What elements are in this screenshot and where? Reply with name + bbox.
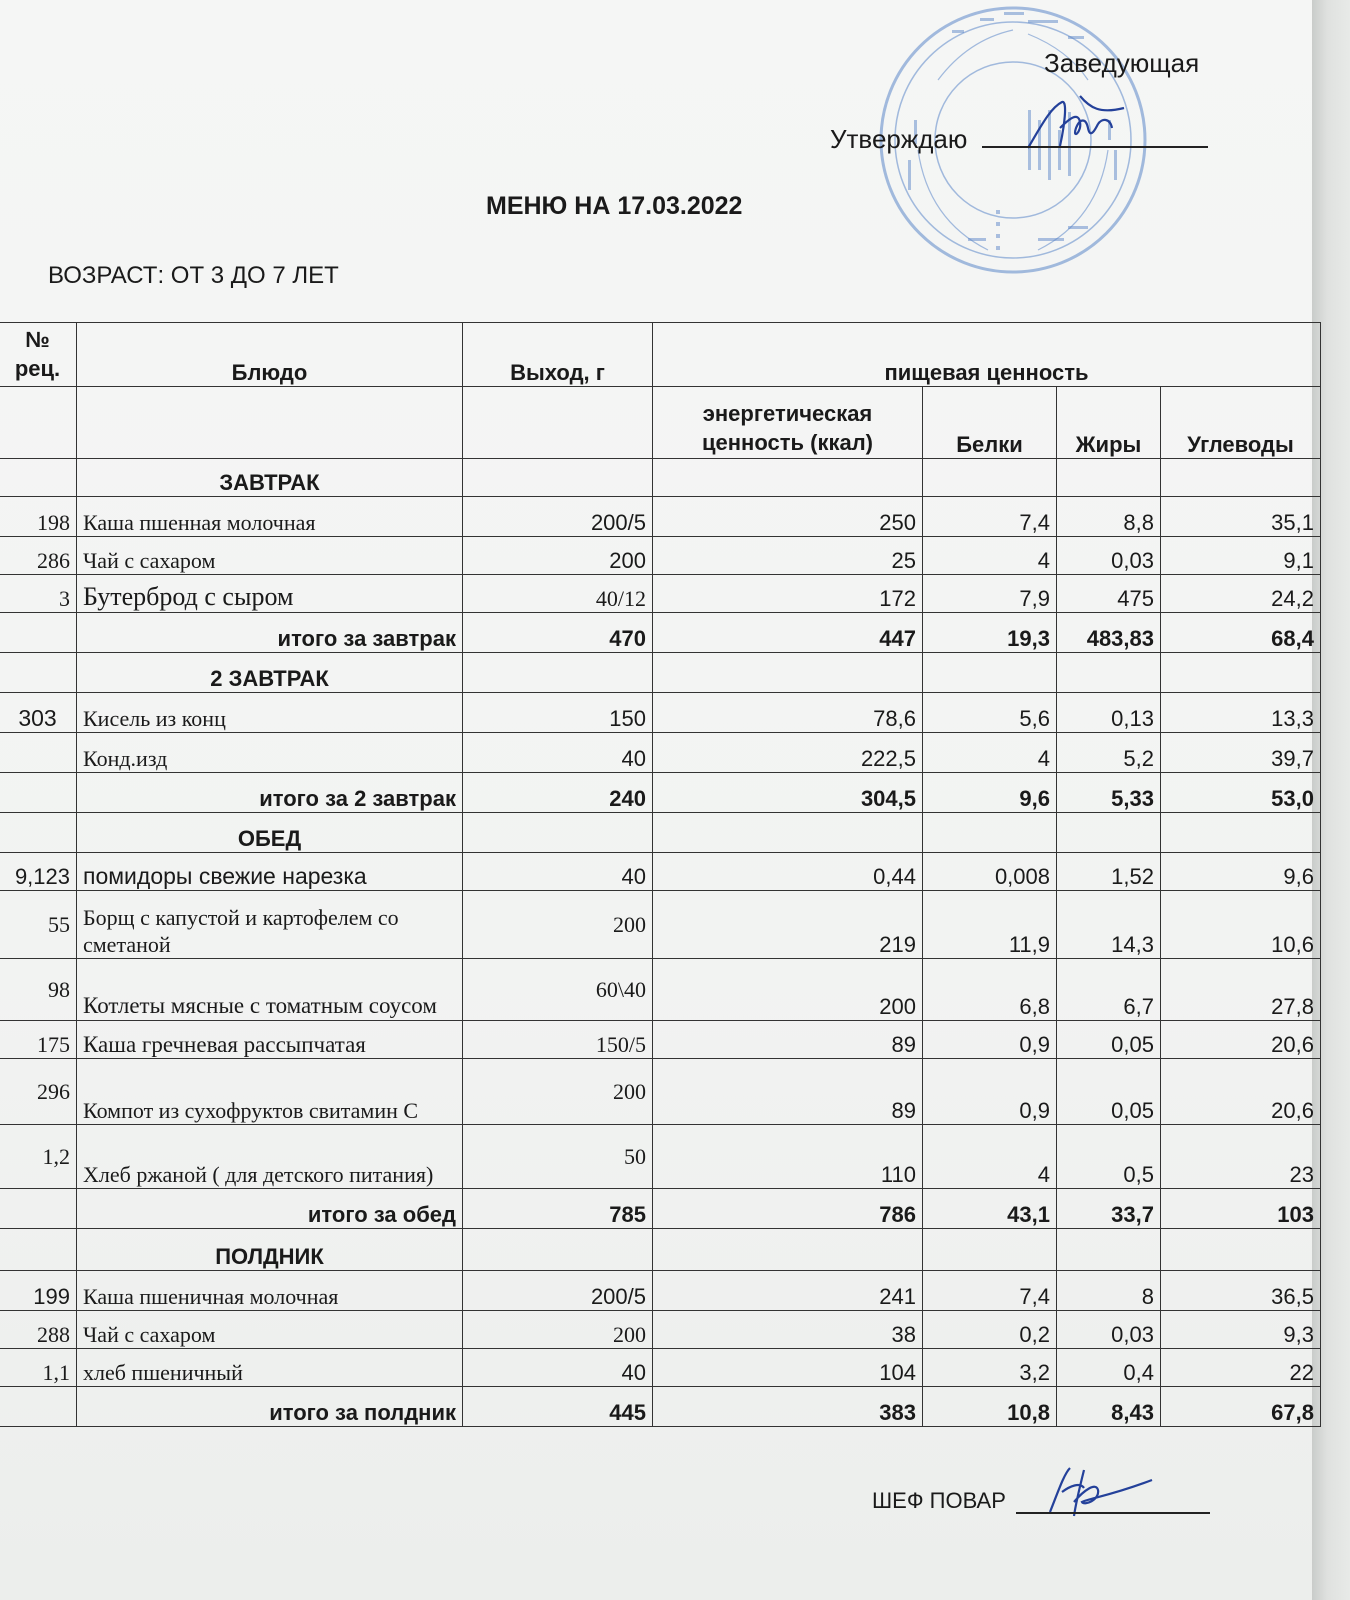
table-header-row <box>0 323 1321 387</box>
table-row: 1,1 хлеб пшеничный 40 104 3,2 0,4 22 <box>0 1349 1321 1387</box>
table-row: 198 Каша пшенная молочная 200/5 250 7,4 8,8 35,1 <box>0 497 1321 537</box>
col-rec-header: № рец. <box>0 323 77 387</box>
col-output-header: Выход, г <box>463 323 653 387</box>
approve-signature-line <box>982 146 1208 148</box>
table-row: 286 Чай с сахаром 200 25 4 0,03 9,1 <box>0 537 1321 575</box>
total-row: итого за 2 завтрак 240 304,5 9,6 5,33 53,0 <box>0 773 1321 813</box>
section-title: 2 ЗАВТРАК <box>77 653 463 693</box>
col-fat-header: Жиры <box>1057 387 1161 459</box>
table-subheader-row <box>0 387 1321 459</box>
table-row: 1,2 Хлеб ржаной ( для детского питания) 50 110 4 0,5 23 <box>0 1125 1321 1189</box>
table-row: 288 Чай с сахаром 200 38 0,2 0,03 9,3 <box>0 1311 1321 1349</box>
col-nutrition-header: пищевая ценность <box>653 323 1321 387</box>
total-row: итого за полдник 445 383 10,8 8,43 67,8 <box>0 1387 1321 1427</box>
approve-label: Утверждаю <box>830 124 968 154</box>
menu-table <box>0 322 1321 1427</box>
table-row: 296 Компот из сухофруктов свитамин С 200 89 0,9 0,05 20,6 <box>0 1059 1321 1125</box>
table-row: 3 Бутерброд с сыром 40/12 172 7,9 475 24,2 <box>0 575 1321 613</box>
total-row: итого за завтрак 470 447 19,3 483,83 68,4 <box>0 613 1321 653</box>
chef-signature-icon <box>1040 1462 1160 1532</box>
col-protein-header: Белки <box>923 387 1057 459</box>
total-row: итого за обед 785 786 43,1 33,7 103 <box>0 1189 1321 1229</box>
chef-label: ШЕФ ПОВАР <box>872 1488 1006 1513</box>
table-row: 303 Кисель из конц 150 78,6 5,6 0,13 13,3 <box>0 693 1321 733</box>
col-energy-header: энергетическая ценность (ккал) <box>653 387 923 459</box>
table-row: 199 Каша пшеничная молочная 200/5 241 7,4 8 36,5 <box>0 1271 1321 1311</box>
section-row <box>0 653 1321 693</box>
section-row <box>0 1229 1321 1271</box>
col-carbs-header: Углеводы <box>1161 387 1321 459</box>
section-title: ЗАВТРАК <box>77 459 463 497</box>
chef-signature-line <box>1016 1512 1210 1514</box>
table-row: 98 Котлеты мясные с томатным соусом 60\40 200 6,8 6,7 27,8 <box>0 959 1321 1021</box>
section-row <box>0 459 1321 497</box>
table-row: 175 Каша гречневая рассыпчатая 150/5 89 0,9 0,05 20,6 <box>0 1021 1321 1059</box>
section-row <box>0 813 1321 853</box>
col-dish-header: Блюдо <box>77 323 463 387</box>
table-row: 55 Борщ с капустой и картофелем со сметаной 200 219 11,9 14,3 10,6 <box>0 891 1321 959</box>
age-group: ВОЗРАСТ: ОТ 3 ДО 7 ЛЕТ <box>48 262 339 289</box>
section-title: ПОЛДНИК <box>77 1229 463 1271</box>
table-row: Конд.изд 40 222,5 4 5,2 39,7 <box>0 733 1321 773</box>
table-row: 9,123 помидоры свежие нарезка 40 0,44 0,008 1,52 9,6 <box>0 853 1321 891</box>
director-position: Заведующая <box>1044 48 1200 78</box>
director-signature-icon <box>1020 88 1130 160</box>
page-title: МЕНЮ НА 17.03.2022 <box>486 192 743 220</box>
section-title: ОБЕД <box>77 813 463 853</box>
